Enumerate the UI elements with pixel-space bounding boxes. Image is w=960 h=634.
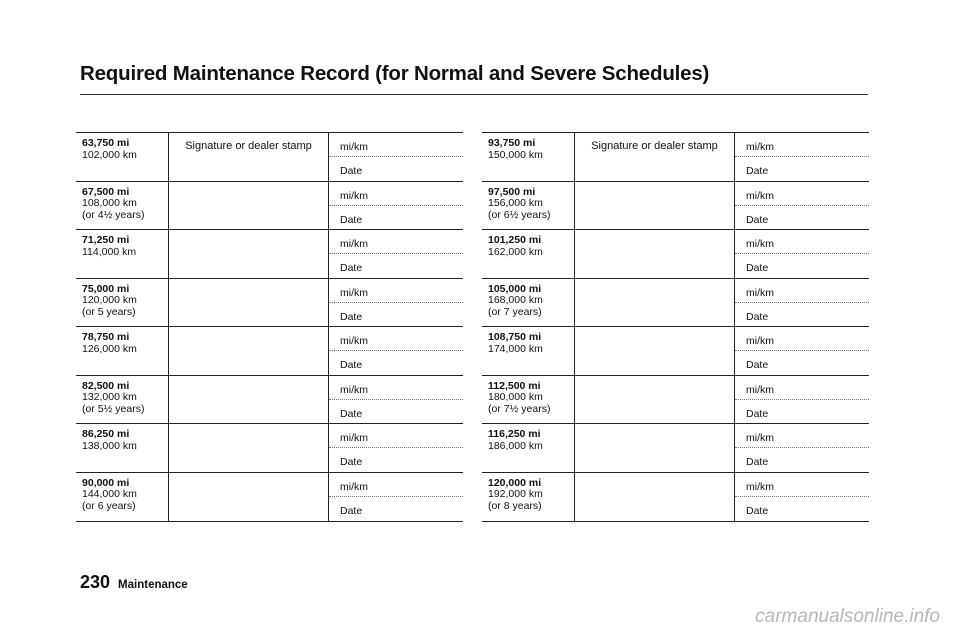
mileage-km: 114,000 km [82,245,137,258]
signature-cell [575,230,735,278]
mileage-years: (or 8 years) [488,499,542,512]
watermark: carmanualsonline.info [755,606,940,627]
mileage-cell [482,473,575,522]
mileage-cell [482,424,575,472]
entry-cell [329,327,463,375]
signature-cell [169,327,329,375]
signature-cell [575,327,735,375]
table-row [482,376,869,425]
entry-cell [735,327,869,375]
mileage-cell [76,133,169,181]
mileage-km: 180,000 km [488,391,543,403]
mileage-km: 102,000 km [82,148,137,161]
signature-cell [169,133,329,181]
mileage-miles: 63,750 mi [82,137,130,149]
mi-km-field [329,279,463,303]
date-field [735,157,869,181]
date-label: Date [746,504,769,517]
mi-km-field [329,473,463,497]
signature-cell [169,376,329,424]
table-row [482,473,869,522]
table-row [482,279,869,328]
table-row [482,424,869,473]
maintenance-table-right [482,132,869,522]
date-label: Date [340,262,363,274]
mileage-km: 162,000 km [488,245,543,258]
mileage-km: 192,000 km [488,488,543,500]
mi-km-label: mi/km [340,286,368,299]
date-label: Date [340,359,363,371]
mi-km-field [735,230,869,254]
date-label: Date [340,504,363,517]
mileage-miles: 105,000 mi [488,282,542,295]
date-field [735,497,869,522]
mileage-years: (or 4½ years) [82,208,145,221]
entry-cell [735,376,869,424]
mi-km-field [329,424,463,448]
mileage-miles: 86,250 mi [82,428,130,440]
mi-km-field [735,473,869,497]
section-name: Maintenance [118,579,188,591]
mi-km-label: mi/km [746,141,774,153]
mi-km-field [735,133,869,157]
mileage-km: 156,000 km [488,197,543,209]
table-row [482,133,869,182]
signature-header: Signature or dealer stamp [591,140,718,152]
date-field [735,351,869,375]
date-label: Date [340,165,363,177]
entry-cell [735,182,869,230]
mileage-miles: 97,500 mi [488,185,536,198]
signature-cell [575,473,735,522]
mi-km-field [329,182,463,206]
date-field [329,303,463,327]
mileage-miles: 75,000 mi [82,282,130,295]
entry-cell [329,279,463,327]
entry-cell [329,182,463,230]
mi-km-label: mi/km [746,383,774,396]
date-label: Date [746,456,769,468]
date-label: Date [746,407,769,420]
mi-km-field [329,376,463,400]
mi-km-field [329,327,463,351]
mi-km-label: mi/km [746,189,774,202]
mileage-miles: 71,250 mi [82,234,130,246]
table-row [482,230,869,279]
date-label: Date [746,262,769,274]
mileage-miles: 112,500 mi [488,379,541,392]
mileage-cell [76,327,169,375]
mileage-miles: 101,250 mi [488,234,542,246]
mi-km-label: mi/km [340,189,368,202]
mi-km-label: mi/km [340,335,368,347]
table-row [76,182,463,231]
entry-cell [329,133,463,181]
date-field [329,351,463,375]
mi-km-field [735,279,869,303]
mi-km-label: mi/km [746,335,774,347]
date-field [329,400,463,424]
mileage-cell [76,230,169,278]
mileage-years: (or 6½ years) [488,208,551,221]
entry-cell [329,230,463,278]
table-row [76,376,463,425]
page-footer [80,572,188,593]
date-field [329,254,463,278]
mileage-cell [482,327,575,375]
mi-km-label: mi/km [340,480,368,493]
date-label: Date [340,213,363,226]
date-field [735,400,869,424]
entry-cell [329,424,463,472]
date-field [329,206,463,230]
mileage-km: 120,000 km [82,294,137,306]
table-row [76,133,463,182]
mi-km-field [735,424,869,448]
mileage-cell [76,182,169,230]
table-row [76,327,463,376]
mileage-km: 126,000 km [82,342,137,355]
mileage-cell [76,376,169,424]
mileage-cell [76,424,169,472]
mileage-miles: 120,000 mi [488,476,542,489]
mileage-km: 108,000 km [82,197,137,209]
table-row [76,279,463,328]
entry-cell [735,279,869,327]
mileage-miles: 108,750 mi [488,331,542,343]
date-label: Date [746,310,769,323]
date-field [735,206,869,230]
entry-cell [735,133,869,181]
date-field [329,157,463,181]
mi-km-label: mi/km [340,141,368,153]
page-title: Required Maintenance Record (for Normal and Severe Schedules) [80,62,710,85]
entry-cell [329,376,463,424]
mileage-cell [76,473,169,522]
mileage-years: (or 7 years) [488,305,542,318]
date-field [735,448,869,472]
mileage-km: 132,000 km [82,391,137,403]
mi-km-field [329,133,463,157]
mileage-km: 144,000 km [82,488,137,500]
mi-km-label: mi/km [340,383,368,396]
mileage-cell [482,182,575,230]
table-row [76,230,463,279]
signature-cell [575,279,735,327]
signature-cell [169,182,329,230]
maintenance-table-left [76,132,463,522]
mileage-cell [482,376,575,424]
date-label: Date [340,456,363,468]
entry-cell [735,424,869,472]
title-divider [80,94,868,95]
date-field [735,254,869,278]
mileage-cell [482,279,575,327]
signature-cell [169,473,329,522]
signature-cell [169,279,329,327]
date-label: Date [746,213,769,226]
date-field [329,448,463,472]
date-label: Date [340,310,363,323]
date-label: Date [746,165,769,177]
mileage-km: 174,000 km [488,342,543,355]
date-label: Date [340,407,363,420]
table-row [76,473,463,522]
signature-header: Signature or dealer stamp [185,140,312,152]
mileage-cell [482,133,575,181]
mi-km-field [735,376,869,400]
entry-cell [735,230,869,278]
mileage-years: (or 6 years) [82,499,136,512]
mi-km-label: mi/km [340,432,368,444]
mileage-cell [482,230,575,278]
mi-km-label: mi/km [746,480,774,493]
mileage-miles: 116,250 mi [488,428,541,440]
mi-km-label: mi/km [746,432,774,444]
table-row [482,182,869,231]
mileage-miles: 82,500 mi [82,379,130,392]
mi-km-label: mi/km [746,286,774,299]
mileage-years: (or 5 years) [82,305,136,318]
mileage-cell [76,279,169,327]
mileage-miles: 93,750 mi [488,137,536,149]
signature-cell [575,424,735,472]
date-field [735,303,869,327]
signature-cell [575,133,735,181]
mileage-km: 138,000 km [82,439,137,452]
table-row [482,327,869,376]
mi-km-field [329,230,463,254]
signature-cell [575,182,735,230]
mi-km-field [735,182,869,206]
mileage-miles: 90,000 mi [82,476,130,489]
date-field [329,497,463,522]
page-number: 230 [80,572,111,592]
entry-cell [329,473,463,522]
mileage-miles: 67,500 mi [82,185,130,198]
mi-km-label: mi/km [746,238,774,250]
signature-cell [169,230,329,278]
table-row [76,424,463,473]
mileage-years: (or 7½ years) [488,402,551,415]
entry-cell [735,473,869,522]
mi-km-field [735,327,869,351]
mi-km-label: mi/km [340,238,368,250]
signature-cell [575,376,735,424]
mileage-years: (or 5½ years) [82,402,145,415]
signature-cell [169,424,329,472]
mileage-km: 150,000 km [488,148,543,161]
date-label: Date [746,359,769,371]
mileage-miles: 78,750 mi [82,331,130,343]
mileage-km: 186,000 km [488,439,543,452]
mileage-km: 168,000 km [488,294,543,306]
